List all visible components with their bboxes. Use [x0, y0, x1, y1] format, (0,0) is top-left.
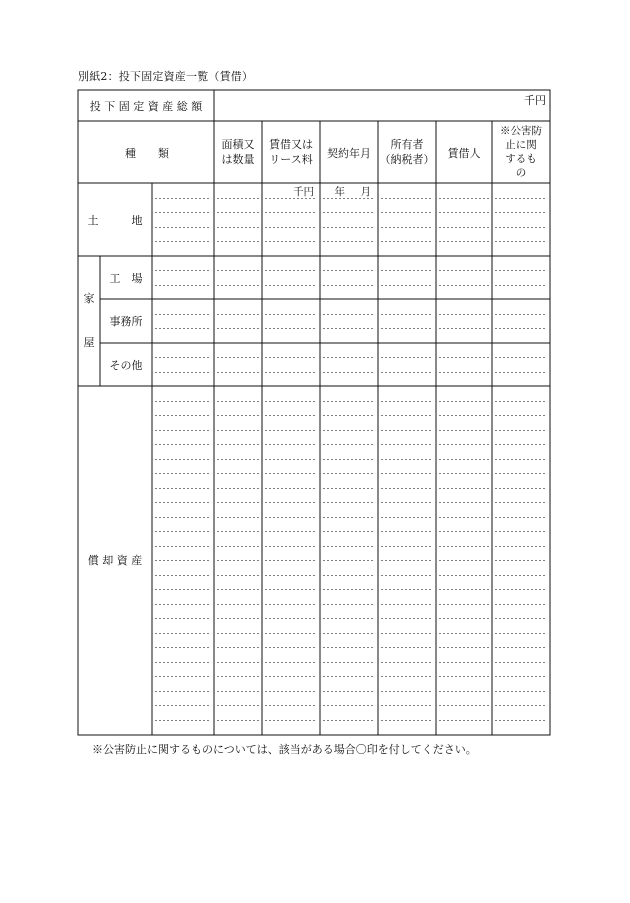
document-title: 別紙2：投下固定資産一覧（賃借） — [78, 70, 254, 83]
footnote: ※公害防止に関するものについては、該当がある場合〇印を付してください。 — [92, 743, 477, 756]
header-kind: 種 類 — [125, 147, 169, 160]
total-unit: 千円 — [524, 94, 546, 107]
land-unit-year: 年 — [334, 186, 345, 198]
building-label-bottom: 屋 — [83, 336, 95, 349]
header-lease-2: リース料 — [269, 153, 313, 166]
total-label: 投 下 固 定 資 産 総 額 — [89, 100, 203, 113]
header-contract: 契約年月 — [327, 147, 371, 160]
header-owner-1: 所有者 — [390, 138, 424, 151]
header-pollution-1: ※公害防 — [500, 125, 542, 137]
land-unit-month: 月 — [360, 186, 371, 198]
land-unit-yen: 千円 — [293, 186, 314, 198]
header-lessee: 賃借人 — [447, 147, 481, 160]
depreciable-label: 償 却 資 産 — [87, 554, 143, 567]
building-row-factory: 工 場 — [109, 272, 143, 285]
header-area-2: は数量 — [221, 153, 255, 166]
header-lease-1: 賃借又は — [269, 138, 313, 151]
building-label-top: 家 — [83, 292, 95, 305]
land-label: 土 地 — [87, 214, 143, 227]
table-border — [78, 90, 550, 735]
header-area-1: 面積又 — [221, 138, 255, 151]
header-pollution-2: 止に関 — [505, 139, 537, 151]
building-row-other: その他 — [109, 359, 143, 372]
header-pollution-4: の — [515, 167, 527, 179]
building-row-office: 事務所 — [109, 315, 143, 328]
header-pollution-3: するも — [505, 153, 537, 165]
header-owner-2: （納税者） — [379, 153, 435, 166]
